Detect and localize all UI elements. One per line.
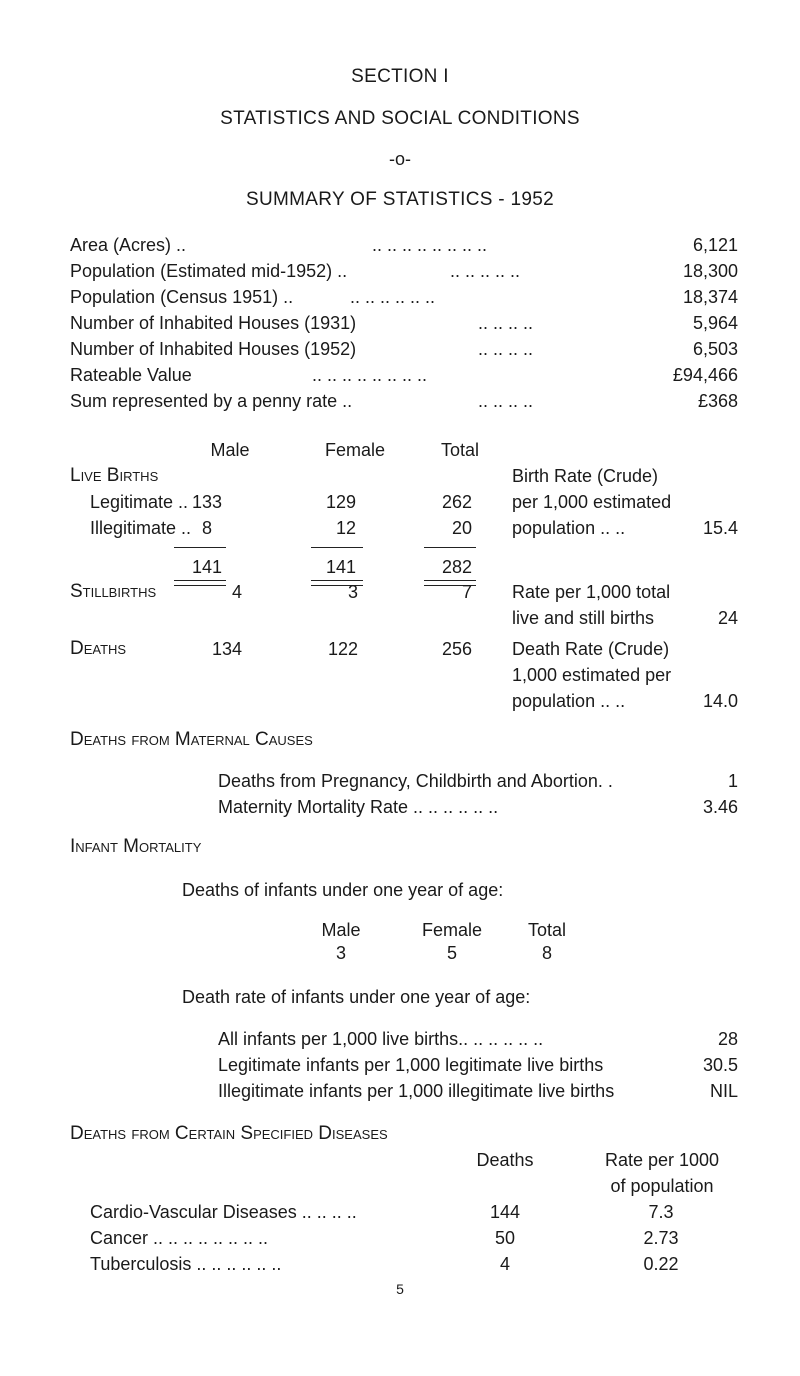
death-rate-value: 14.0 [702, 691, 738, 711]
illegitimate-male: 8 [201, 518, 212, 538]
summary-label: Population (Estimated mid-1952) .. [70, 261, 348, 281]
infant-col-female: Female [421, 920, 483, 940]
summary-value: £94,466 [672, 365, 738, 385]
rule-line [311, 547, 363, 548]
diseases-col-rate: of population [610, 1176, 714, 1196]
summary-value: 18,374 [682, 287, 738, 307]
summary-value: 18,300 [682, 261, 738, 281]
summary-label: Area (Acres) .. [70, 235, 187, 255]
page-title: STATISTICS AND SOCIAL CONDITIONS [220, 108, 580, 129]
stillbirths-female: 3 [347, 582, 358, 602]
summary-value: £368 [697, 391, 738, 411]
disease-rate: 0.22 [643, 1254, 679, 1274]
live-births-heading: Live Births [70, 465, 159, 486]
legitimate-male: 133 [191, 492, 222, 512]
death-rate-label: Death Rate (Crude) [512, 639, 670, 659]
stillbirths-male: 4 [231, 582, 242, 602]
stillbirth-rate-value: 24 [717, 608, 738, 628]
deaths-female: 122 [327, 639, 358, 659]
deaths-male: 134 [211, 639, 242, 659]
infant-rate-value: 30.5 [702, 1055, 738, 1075]
death-rate-label: 1,000 estimated per [512, 665, 672, 685]
disease-deaths: 50 [494, 1228, 516, 1248]
summary-dots: .. .. .. .. .. [450, 261, 521, 281]
rule-line [424, 547, 476, 548]
infant-female: 5 [446, 943, 457, 963]
legitimate-female: 129 [325, 492, 356, 512]
infant-line: Death rate of infants under one year of age: [182, 987, 531, 1007]
disease-deaths: 144 [489, 1202, 521, 1222]
summary-label: Number of Inhabited Houses (1952) [70, 339, 357, 359]
summary-label: Population (Census 1951) .. [70, 287, 294, 307]
col-male-header: Male [210, 440, 250, 460]
illegitimate-label: Illegitimate .. [90, 518, 192, 538]
diseases-heading: Deaths from Certain Specified Diseases [70, 1123, 388, 1144]
summary-value: 5,964 [692, 313, 738, 333]
summary-dots: .. .. .. .. [478, 391, 534, 411]
maternal-value: 1 [727, 771, 738, 791]
summary-label: Rateable Value [70, 365, 192, 385]
rule-line [174, 547, 226, 548]
disease-label: Cardio-Vascular Diseases .. .. .. .. [90, 1202, 357, 1222]
double-rule [174, 580, 226, 586]
birth-rate-label: per 1,000 estimated [512, 492, 672, 512]
summary-value: 6,121 [692, 235, 738, 255]
summary-dots: .. .. .. .. .. .. [350, 287, 436, 307]
page-number: 5 [396, 1281, 404, 1297]
infant-col-male: Male [321, 920, 361, 940]
deaths-heading: Deaths [70, 638, 127, 659]
illegitimate-total: 20 [451, 518, 472, 538]
infant-rate-value: NIL [709, 1081, 738, 1101]
illegitimate-female: 12 [335, 518, 356, 538]
diseases-col-rate: Rate per 1000 [604, 1150, 720, 1170]
legitimate-label: Legitimate .. [90, 492, 189, 512]
infant-col-total: Total [527, 920, 567, 940]
stillbirths-total: 7 [461, 582, 472, 602]
births-total-female: 141 [325, 557, 356, 577]
infant-line: Deaths of infants under one year of age: [182, 880, 504, 900]
birth-rate-label: Birth Rate (Crude) [512, 466, 659, 486]
summary-label: Number of Inhabited Houses (1931) [70, 313, 357, 333]
infant-total: 8 [541, 943, 552, 963]
disease-rate: 2.73 [643, 1228, 679, 1248]
summary-title: SUMMARY OF STATISTICS - 1952 [246, 189, 554, 210]
stillbirth-rate-label: live and still births [512, 608, 655, 628]
births-total-male: 141 [191, 557, 222, 577]
summary-dots: .. .. .. .. .. .. .. .. [372, 235, 488, 255]
maternal-label: Maternity Mortality Rate .. .. .. .. .. .. [218, 797, 499, 817]
birth-rate-value: 15.4 [702, 518, 738, 538]
deaths-total: 256 [441, 639, 472, 659]
summary-dots: .. .. .. .. [478, 339, 534, 359]
infant-rate-label: Legitimate infants per 1,000 legitimate live births [218, 1055, 604, 1075]
maternal-heading: Deaths from Maternal Causes [70, 729, 313, 750]
separator: -o- [389, 149, 411, 169]
maternal-value: 3.46 [702, 797, 738, 817]
births-total-all: 282 [441, 557, 472, 577]
infant-rate-label: Illegitimate infants per 1,000 illegitimate live births [218, 1081, 615, 1101]
infant-heading: Infant Mortality [70, 836, 202, 857]
summary-value: 6,503 [692, 339, 738, 359]
death-rate-label: population .. .. [512, 691, 626, 711]
stillbirths-heading: Stillbirths [70, 581, 157, 602]
legitimate-total: 262 [441, 492, 472, 512]
col-female-header: Female [324, 440, 386, 460]
disease-deaths: 4 [499, 1254, 510, 1274]
maternal-label: Deaths from Pregnancy, Childbirth and Abortion. . [218, 771, 613, 791]
section-label: SECTION I [351, 66, 449, 87]
disease-rate: 7.3 [648, 1202, 674, 1222]
diseases-col-deaths: Deaths [476, 1150, 534, 1170]
disease-label: Tuberculosis .. .. .. .. .. .. [90, 1254, 282, 1274]
summary-dots: .. .. .. .. [478, 313, 534, 333]
infant-rate-label: All infants per 1,000 live births.. .. .. .. .. .. [218, 1029, 544, 1049]
birth-rate-label: population .. .. [512, 518, 626, 538]
stillbirth-rate-label: Rate per 1,000 total [512, 582, 671, 602]
summary-dots: .. .. .. .. .. .. .. .. [312, 365, 428, 385]
infant-male: 3 [335, 943, 346, 963]
summary-label: Sum represented by a penny rate .. [70, 391, 353, 411]
infant-rate-value: 28 [717, 1029, 738, 1049]
disease-label: Cancer .. .. .. .. .. .. .. .. [90, 1228, 269, 1248]
col-total-header: Total [440, 440, 480, 460]
